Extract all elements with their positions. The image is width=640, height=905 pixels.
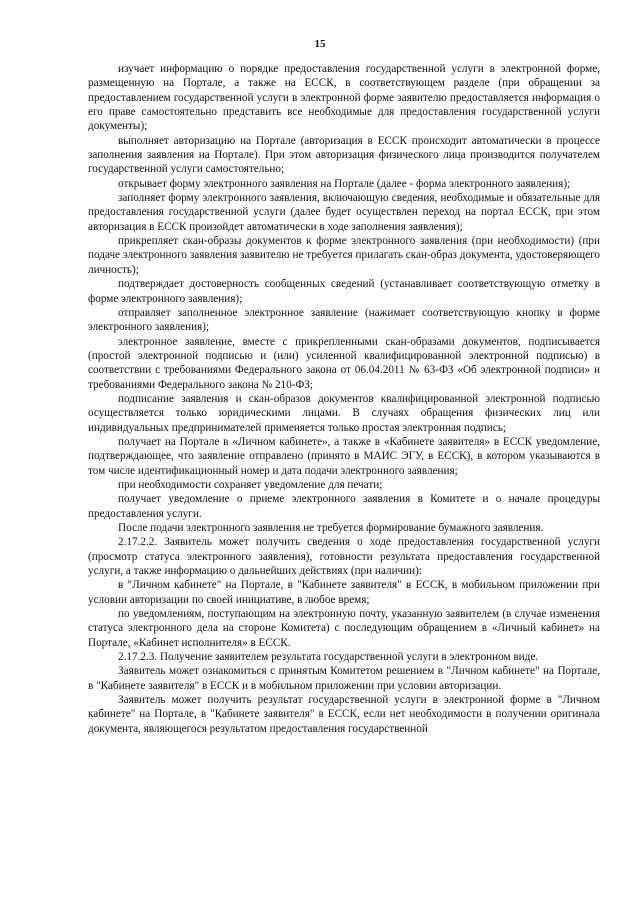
paragraph: Заявитель может ознакомиться с принятым Комитетом решением в "Личном кабинете" на Портале, в "Кабинете заявителя" в ЕССК и в мобильном приложении при условии авторизации. (88, 665, 600, 692)
paragraph: в "Личном кабинете" на Портале, в "Кабинете заявителя" в ЕССК, в мобильном приложении при условии авторизации по своей инициативе, в любое время; (88, 579, 600, 606)
paragraph: получает уведомление о приеме электронного заявления в Комитете и о начале процедуры предоставления услуги. (88, 493, 600, 520)
paragraph: прикрепляет скан-образы документов к форме электронного заявления (при необходимости) (при подаче электронного заявления заявителю не требуется прилагать скан-образ документа, удостоверяющего личность); (88, 235, 600, 276)
paragraph: Заявитель может получить результат государственной услуги в электронной форме в "Личном кабинете" на Портале, в "Кабинете заявителя" в ЕССК, если нет необходимости в получении оригинала документа, являющегося результатом предоставления государственной (88, 694, 600, 735)
paragraph: электронное заявление, вместе с прикрепленными скан-образами документов, подписывается (простой электронной подписью и (или) усиленной квалифицированной электронной подписью) в соответствии с требованиями Федерального закона от 06.04.2011 № 63-ФЗ «Об электронной подписи» и требованиями Федерального закона № 210-ФЗ; (88, 335, 600, 391)
paragraph: отправляет заполненное электронное заявление (нажимает соответствующую кнопку в форме электронного заявления); (88, 306, 600, 334)
paragraph: по уведомлениям, поступающим на электронную почту, указанную заявителем (в случае изменения статуса электронного дела на стороне Комитета) с последующим обращением в «Личный кабинет» на Портале, «Кабинет исполнителя» в ЕССК. (88, 608, 600, 649)
paragraph: выполняет авторизацию на Портале (авторизация в ЕССК происходит автоматически в процессе заполнения заявления на Портале). При этом авторизация физического лица производится получателем государственной услуги самостоятельно; (88, 134, 600, 176)
paragraph: 2.17.2.2. Заявитель может получить сведения о ходе предоставления государственной услуги (просмотр статуса электронного заявления), готовности результата предоставления государственной услуги, а также информацию о дальнейших действиях (при наличии): (88, 536, 600, 578)
paragraph: После подачи электронного заявления не требуется формирование бумажного заявления. (118, 522, 544, 534)
paragraph: при необходимости сохраняет уведомление для печати; (118, 478, 383, 491)
paragraph: подтверждает достоверность сообщенных сведений (устанавливает соответствующую отметку в форме электронного заявления); (88, 278, 600, 305)
paragraph: 2.17.2.3. Получение заявителем результата государственной услуги в электронном виде. (118, 651, 539, 664)
page-number: 15 (314, 38, 326, 50)
paragraph: получает на Портале в «Личном кабинете», а также в «Кабинете заявителя» в ЕССК уведомление, подтверждающее, что заявление отправлено (принято в МАИС ЭГУ, в ЕССК), в котором указываются в том числе идентификационный номер и дата подачи электронного заявления; (88, 435, 600, 477)
paragraph: заполняет форму электронного заявления, включающую сведения, необходимые и обязательные для предоставления государственной услуги (далее будет осуществлен переход на портал ЕССК, при этом авторизация в ЕССК произойдет автоматически в ходе заполнения заявления); (88, 192, 600, 233)
paragraph: подписание заявления и скан-образов документов квалифицированной электронной подписью осуществляется только юридическими лицами. В случаях обращения физических лиц или индивидуальных предпринимателей применяется только простая электронная подпись; (88, 392, 600, 434)
document-body (88, 62, 600, 736)
paragraph: открывает форму электронного заявления на Портале (далее - форма электронного заявления); (118, 177, 571, 190)
paragraph: изучает информацию о порядке предоставления государственной услуги в электронной форме, размещенную на Портале, а также на ЕССК, в соответствующем разделе (при обращении за предоставлением государственной услуги в электронной форме заявителю предоставляется информация о его праве самостоятельно представить все необходимые для предоставления государственной услуги документы); (88, 63, 600, 133)
